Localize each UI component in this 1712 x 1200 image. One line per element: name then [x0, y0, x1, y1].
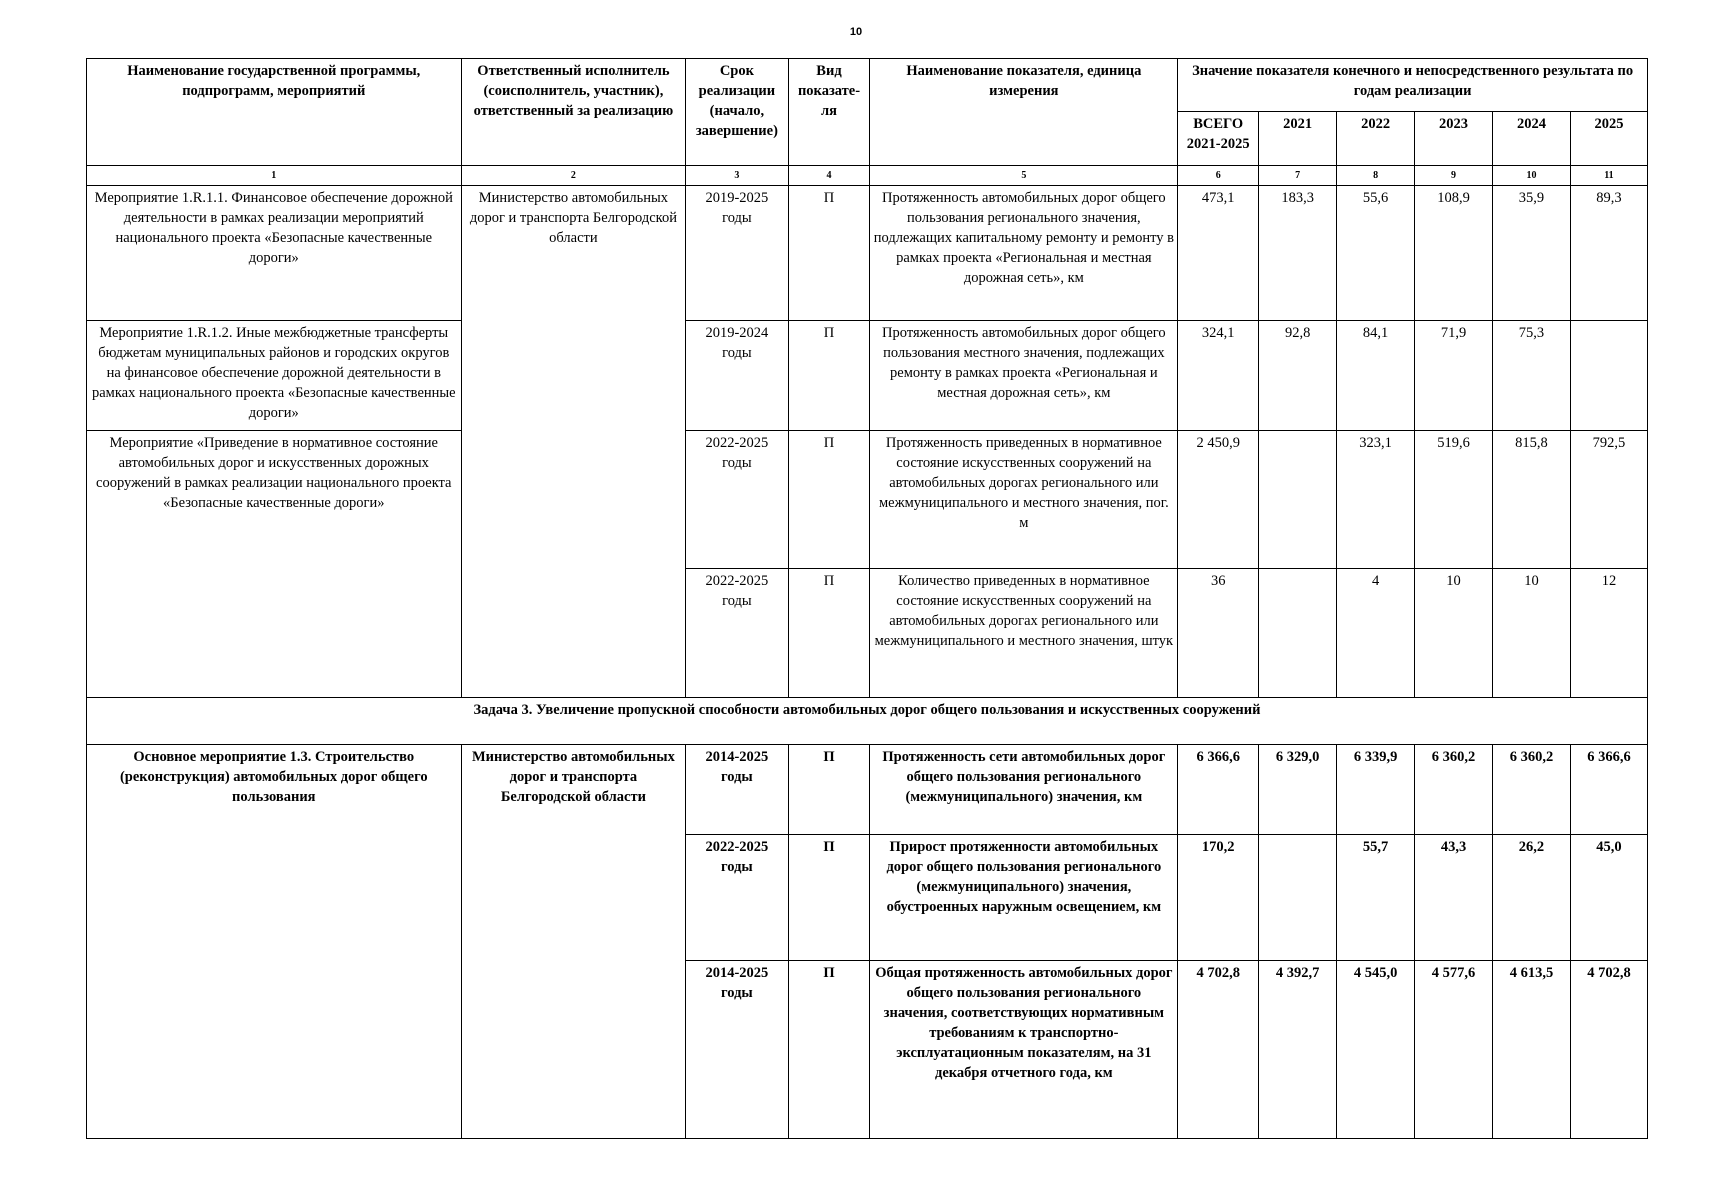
value-2023: 43,3	[1415, 835, 1493, 961]
value-2022: 84,1	[1337, 321, 1415, 431]
value-2021: 92,8	[1259, 321, 1337, 431]
activity-name: Мероприятие 1.R.1.1. Финансовое обеспечение дорожной деятельности в рамках реализации мероприятий национального проекта «Безопасные качественные дороги»	[87, 186, 462, 321]
responsible-executor: Министерство автомобильных дорог и транспорта Белгородской области	[461, 186, 686, 698]
value-2021	[1259, 431, 1337, 569]
task-3-heading: Задача 3. Увеличение пропускной способности автомобильных дорог общего пользования и искусственных сооружений	[87, 698, 1648, 745]
value-total: 473,1	[1178, 186, 1259, 321]
value-2022: 55,7	[1337, 835, 1415, 961]
table-row	[87, 431, 1648, 569]
value-2023: 108,9	[1415, 186, 1493, 321]
indicator-name: Количество приведенных в нормативное состояние искусственных сооружений на автомобильных дорогах регионального или межмуниципального и местного значения, штук	[870, 569, 1178, 698]
indicators-table	[86, 58, 1648, 1139]
value-2025: 792,5	[1570, 431, 1647, 569]
column-number: 11	[1570, 166, 1647, 186]
term-cell: 2014-2025 годы	[686, 961, 788, 1139]
column-number: 7	[1259, 166, 1337, 186]
value-2021	[1259, 569, 1337, 698]
value-2024: 10	[1493, 569, 1571, 698]
value-2022: 6 339,9	[1337, 745, 1415, 835]
value-2021: 6 329,0	[1259, 745, 1337, 835]
indicator-name: Протяженность автомобильных дорог общего пользования регионального значения, подлежащих капитальному ремонту и ремонту в рамках проекта «Региональная и местная дорожная сеть», км	[870, 186, 1178, 321]
value-2021: 183,3	[1259, 186, 1337, 321]
main-activity-name: Основное мероприятие 1.3. Строительство (реконструкция) автомобильных дорог общего пользования	[87, 745, 462, 1139]
header-year-2022: 2022	[1337, 112, 1415, 166]
column-number: 9	[1415, 166, 1493, 186]
value-2024: 815,8	[1493, 431, 1571, 569]
header-year-2023: 2023	[1415, 112, 1493, 166]
header-total: ВСЕГО 2021-2025	[1178, 112, 1259, 166]
indicator-name: Прирост протяженности автомобильных дорог общего пользования регионального (межмуниципального) значения, обустроенных наружным освещением, км	[870, 835, 1178, 961]
value-2021: 4 392,7	[1259, 961, 1337, 1139]
value-2025: 45,0	[1570, 835, 1647, 961]
header-values-group: Значение показателя конечного и непосредственного результата по годам реализации	[1178, 59, 1648, 112]
value-total: 324,1	[1178, 321, 1259, 431]
indicator-kind: П	[788, 745, 870, 835]
term-cell: 2019-2024 годы	[686, 321, 788, 431]
term-cell: 2014-2025 годы	[686, 745, 788, 835]
value-2025: 6 366,6	[1570, 745, 1647, 835]
column-number: 3	[686, 166, 788, 186]
value-2024: 35,9	[1493, 186, 1571, 321]
value-2022: 4 545,0	[1337, 961, 1415, 1139]
value-2023: 10	[1415, 569, 1493, 698]
table-row	[87, 745, 1648, 835]
value-2025: 12	[1570, 569, 1647, 698]
term-cell: 2022-2025 годы	[686, 569, 788, 698]
column-number: 5	[870, 166, 1178, 186]
responsible-executor: Министерство автомобильных дорог и транспорта Белгородской области	[461, 745, 686, 1139]
value-2024: 26,2	[1493, 835, 1571, 961]
value-2024: 6 360,2	[1493, 745, 1571, 835]
value-2025	[1570, 321, 1647, 431]
indicator-name: Протяженность приведенных в нормативное состояние искусственных сооружений на автомобильных дорогах регионального или межмуниципального и местного значения, пог. м	[870, 431, 1178, 569]
table-row	[87, 321, 1648, 431]
indicator-kind: П	[788, 569, 870, 698]
indicator-name: Протяженность автомобильных дорог общего пользования местного значения, подлежащих ремонту в рамках проекта «Региональная и местная дорожная сеть», км	[870, 321, 1178, 431]
indicator-kind: П	[788, 835, 870, 961]
value-2022: 4	[1337, 569, 1415, 698]
indicator-name: Протяженность сети автомобильных дорог общего пользования регионального (межмуниципального) значения, км	[870, 745, 1178, 835]
indicator-kind: П	[788, 431, 870, 569]
value-2023: 4 577,6	[1415, 961, 1493, 1139]
header-program-name: Наименование государственной программы, подпрограмм, мероприятий	[87, 59, 462, 166]
header-year-2021: 2021	[1259, 112, 1337, 166]
value-2023: 71,9	[1415, 321, 1493, 431]
value-total: 36	[1178, 569, 1259, 698]
header-responsible: Ответственный исполнитель (соисполнитель, участник), ответственный за реализацию	[461, 59, 686, 166]
indicator-name: Общая протяженность автомобильных дорог общего пользования регионального значения, соответствующих нормативным требованиям к транспортно-эксплуатационным показателям, на 31 декабря отчетного года, км	[870, 961, 1178, 1139]
value-2023: 519,6	[1415, 431, 1493, 569]
value-2021	[1259, 835, 1337, 961]
column-number: 8	[1337, 166, 1415, 186]
task-row	[87, 698, 1648, 745]
header-indicator-kind: Вид показате-ля	[788, 59, 870, 166]
value-2024: 75,3	[1493, 321, 1571, 431]
indicator-kind: П	[788, 321, 870, 431]
value-2022: 323,1	[1337, 431, 1415, 569]
column-number: 10	[1493, 166, 1571, 186]
term-cell: 2022-2025 годы	[686, 431, 788, 569]
value-2022: 55,6	[1337, 186, 1415, 321]
header-term: Срок реализации (начало, завершение)	[686, 59, 788, 166]
header-year-2025: 2025	[1570, 112, 1647, 166]
column-number: 4	[788, 166, 870, 186]
value-total: 6 366,6	[1178, 745, 1259, 835]
header-indicator-name: Наименование показателя, единица измерения	[870, 59, 1178, 166]
column-number: 1	[87, 166, 462, 186]
value-2023: 6 360,2	[1415, 745, 1493, 835]
term-cell: 2022-2025 годы	[686, 835, 788, 961]
indicator-kind: П	[788, 186, 870, 321]
value-2025: 4 702,8	[1570, 961, 1647, 1139]
column-numbers-row	[87, 166, 1648, 186]
header-year-2024: 2024	[1493, 112, 1571, 166]
table-row	[87, 186, 1648, 321]
value-total: 170,2	[1178, 835, 1259, 961]
column-number: 2	[461, 166, 686, 186]
column-number: 6	[1178, 166, 1259, 186]
value-total: 4 702,8	[1178, 961, 1259, 1139]
activity-name: Мероприятие «Приведение в нормативное состояние автомобильных дорог и искусственных дорожных сооружений в рамках реализации национального проекта «Безопасные качественные дороги»	[87, 431, 462, 698]
indicator-kind: П	[788, 961, 870, 1139]
value-2025: 89,3	[1570, 186, 1647, 321]
term-cell: 2019-2025 годы	[686, 186, 788, 321]
value-total: 2 450,9	[1178, 431, 1259, 569]
activity-name: Мероприятие 1.R.1.2. Иные межбюджетные трансферты бюджетам муниципальных районов и городских округов на финансовое обеспечение дорожной деятельности в рамках национального проекта «Безопасные качественные дороги»	[87, 321, 462, 431]
value-2024: 4 613,5	[1493, 961, 1571, 1139]
page-number: 10	[849, 26, 863, 38]
